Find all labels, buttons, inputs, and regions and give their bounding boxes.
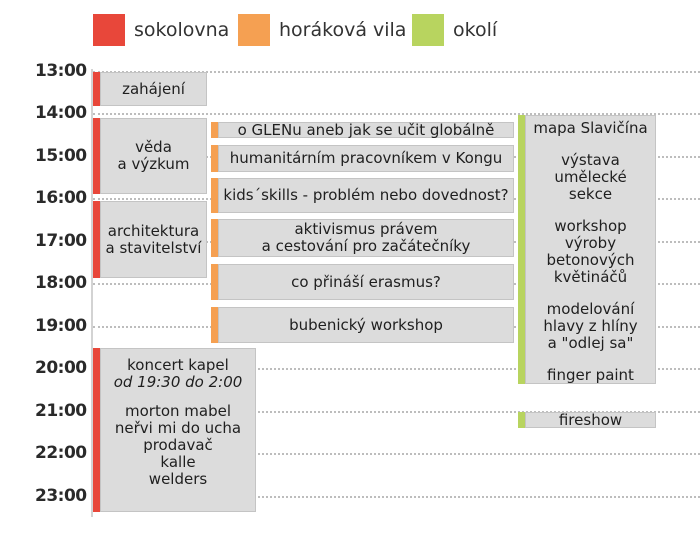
legend-okoli <box>412 14 497 46</box>
spacer <box>526 286 655 301</box>
accent-red <box>93 72 100 106</box>
band-name: morton mabel <box>124 402 231 420</box>
event-architektura[interactable] <box>100 201 207 278</box>
hour-label: 20:00 <box>35 358 87 378</box>
event-title-line: architektura <box>107 221 200 240</box>
accent-orange <box>211 145 218 172</box>
accent-red <box>93 118 100 194</box>
okoli-item-line: umělecké <box>554 168 627 186</box>
event-title: koncert kapel <box>127 356 229 374</box>
event-title: fireshow <box>558 410 623 429</box>
event-title: kids´skills - problém nebo dovednost? <box>223 186 509 204</box>
event-glen[interactable] <box>218 122 514 138</box>
okoli-item-line: hlavy z hlíny <box>543 317 638 335</box>
hour-label: 16:00 <box>35 188 87 208</box>
event-title-line: a výzkum <box>117 155 190 173</box>
event-zahajeni[interactable] <box>100 72 207 106</box>
legend-swatch-orange <box>238 14 270 46</box>
event-title-line: věda <box>135 138 172 156</box>
accent-orange <box>211 307 218 343</box>
accent-green <box>518 412 525 428</box>
event-erasmus[interactable] <box>218 264 514 300</box>
band-name: neřvi mi do ucha <box>114 419 242 437</box>
event-time: od 19:30 do 2:00 <box>113 373 243 391</box>
okoli-item: mapa Slavičína <box>533 119 648 137</box>
spacer <box>526 203 655 218</box>
hour-label: 13:00 <box>35 61 87 81</box>
event-title: bubenický workshop <box>289 315 443 334</box>
spacer <box>526 137 655 152</box>
okoli-item-line: a "odlej sa" <box>547 334 634 352</box>
okoli-item-line: výroby <box>564 234 617 252</box>
okoli-item: finger paint <box>547 366 634 384</box>
accent-orange <box>211 122 218 138</box>
okoli-item-line: květináčů <box>553 268 628 286</box>
event-title: o GLENu aneb jak se učit globálně <box>237 120 495 139</box>
band-name: kalle <box>160 453 196 471</box>
accent-orange <box>211 219 218 257</box>
legend-sokolovna <box>93 14 229 46</box>
legend-horakova-vila <box>238 14 406 46</box>
legend-label: sokolovna <box>134 19 230 41</box>
hour-label: 17:00 <box>35 231 87 251</box>
band-name: prodavač <box>143 436 213 454</box>
hour-label: 14:00 <box>35 103 87 123</box>
event-veda[interactable] <box>100 118 207 194</box>
legend-label: okolí <box>453 19 498 41</box>
legend-label: horáková vila <box>279 19 407 41</box>
hour-label: 18:00 <box>35 273 87 293</box>
event-title-line: aktivismus právem <box>294 220 438 238</box>
event-title: humanitárním pracovníkem v Kongu <box>229 149 503 167</box>
okoli-item-line: sekce <box>568 185 613 203</box>
legend-swatch-red <box>93 14 125 46</box>
hour-label: 19:00 <box>35 316 87 336</box>
event-title: zahájení <box>122 79 185 98</box>
hour-label: 21:00 <box>35 401 87 421</box>
spacer <box>526 352 655 367</box>
accent-orange <box>211 178 218 213</box>
accent-red <box>93 201 100 278</box>
band-name: welders <box>148 470 208 488</box>
okoli-item-line: workshop <box>554 217 627 235</box>
event-title-line: a stavitelství <box>105 238 202 257</box>
okoli-item-line: výstava <box>561 151 620 169</box>
event-kids-skills[interactable] <box>218 178 514 213</box>
okoli-item-line: betonových <box>546 251 635 269</box>
event-title-line: a cestování pro začátečníky <box>261 237 471 255</box>
hour-label: 22:00 <box>35 443 87 463</box>
accent-green <box>518 115 525 384</box>
hour-label: 15:00 <box>35 146 87 166</box>
event-okoli-program[interactable] <box>525 115 656 384</box>
legend-swatch-green <box>412 14 444 46</box>
okoli-item-line: modelování <box>546 300 635 318</box>
event-fireshow[interactable] <box>525 412 656 428</box>
event-bubenicky-workshop[interactable] <box>218 307 514 343</box>
accent-orange <box>211 264 218 300</box>
event-aktivismus[interactable] <box>218 219 514 257</box>
event-title: co přináší erasmus? <box>291 272 441 291</box>
accent-red <box>93 348 100 512</box>
event-kongo[interactable] <box>218 145 514 172</box>
event-koncert[interactable] <box>100 348 256 512</box>
hour-label: 23:00 <box>35 486 87 506</box>
